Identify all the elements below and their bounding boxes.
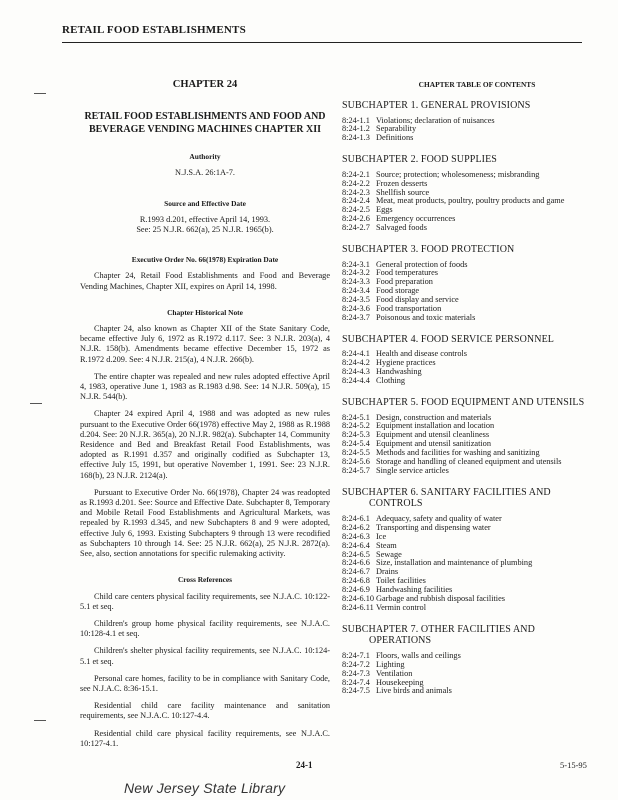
section-title: Frozen desserts [376, 178, 428, 188]
section-title: Garbage and rubbish disposal facilities [376, 594, 506, 604]
subchapter-heading [342, 397, 612, 409]
section-number: 8:24-3.7 [342, 313, 370, 322]
cross-reference: Children's group home physical facility requirements, see N.J.A.C. 10:128-4.1 et seq. [80, 618, 330, 639]
section-title: Storage and handling of cleaned equipment and utensils [376, 457, 562, 467]
running-head: RETAIL FOOD ESTABLISHMENTS [62, 24, 246, 36]
subchapter-heading-continued: OPERATIONS [369, 635, 432, 647]
toc-entry [342, 604, 612, 613]
section-number: 8:24-4.1 [342, 349, 370, 359]
historical-note-paragraph: Chapter 24, also known as Chapter XII of the State Sanitary Code, became effective July 6, 1972 as R.1972 d.117. See: 3 N.J.R. 203(a), 4 N.J.R. 158(b). Amendments became effective December 15, 1972 as R.1972 d.209. See: 4 N.J.R. 215(a), 4 N.J.R. 266(b). [80, 324, 330, 364]
section-title: Sewage [376, 549, 402, 559]
section-title: Vermin control [376, 602, 426, 612]
cross-reference: Residential child care facility maintenance and sanitation requirements, see N.J.A.C. 10:127-4.4. [80, 701, 330, 721]
section-number: 8:24-2.1 [342, 169, 370, 179]
cross-reference: Children's shelter physical facility requirements, see N.J.A.C. 10:124-5.1 et seq. [80, 646, 330, 666]
section-title: Salvaged foods [376, 223, 427, 233]
section-title: Eggs [376, 205, 393, 215]
section-number: 8:24-6.9 [342, 585, 370, 595]
section-title: Separability [376, 124, 417, 134]
section-number: 8:24-4.4 [342, 376, 370, 386]
historical-note-paragraph: Pursuant to Executive Order No. 66(1978), Chapter 24 was readopted as R.1993 d.201. See: Source and Effective Date. Subchapter 8, Temporary and Mobile Retail Food Establishments and Agricultural Markets, was repealed by R.1993 d.345, and new Subchapters 8 and 9 were adopted, effective July 6, 1993. Existing Subchapters 9 through 13 were recodified as Subchapters 10 through 14. See: 25 N.J.R. 662(a), 25 N.J.R. 2872(a). See, also, section annotations for specific rulemaking activity. [80, 487, 330, 559]
section-title: Ventilation [376, 668, 413, 678]
section-number: 8:24-3.4 [342, 286, 370, 296]
subchapter-heading-text: SUBCHAPTER 1. GENERAL PROVISIONS [342, 100, 531, 111]
section-number: 8:24-6.6 [342, 558, 370, 568]
section-number: 8:24-2.7 [342, 223, 370, 233]
section-title: Meat, meat products, poultry, poultry products and game [376, 196, 565, 206]
section-title: Single service articles [376, 465, 449, 475]
section-title: General protection of foods [376, 259, 468, 269]
cross-reference: Personal care homes, facility to be in compliance with Sanitary Code, see N.J.A.C. 8:36-15.1. [80, 673, 330, 693]
cross-reference: Child care centers physical facility requirements, see N.J.A.C. 10:122-5.1 et seq. [80, 591, 330, 611]
section-number: 8:24-5.6 [342, 457, 370, 467]
section-title: Equipment and utensil cleanliness [376, 430, 490, 440]
toc-title: CHAPTER TABLE OF CONTENTS [418, 80, 536, 89]
section-number: 8:24-6.4 [342, 540, 370, 550]
historical-note-paragraph: The entire chapter was repealed and new rules adopted effective April 4, 1983, operative June 1, 1983 as R.1983 d.98. See: 14 N.J.R. 509(a), 15 N.J.R. 544(b). [80, 371, 330, 402]
section-title: Design, construction and materials [376, 412, 492, 422]
authority-heading: Authority [189, 152, 221, 162]
source-line: See: 25 N.J.R. 662(a), 25 N.J.R. 1965(b). [136, 225, 274, 235]
section-number: 8:24-2.3 [342, 187, 370, 197]
subchapter-heading-text: SUBCHAPTER 4. FOOD SERVICE PERSONNEL [342, 333, 554, 345]
subchapter-heading [342, 244, 612, 256]
subchapter-heading-text: SUBCHAPTER 3. FOOD PROTECTION [342, 244, 515, 256]
section-title: Toilet facilities [376, 576, 426, 586]
section-number: 8:24-2.2 [342, 178, 370, 188]
subchapter-heading-text: SUBCHAPTER 7. OTHER FACILITIES AND [342, 623, 535, 635]
section-number: 8:24-1.2 [342, 124, 370, 134]
chapter-subtitle: RETAIL FOOD ESTABLISHMENTS AND FOOD AND BEVERAGE VENDING MACHINES CHAPTER XII [84, 111, 326, 135]
section-title: Hygiene practices [376, 358, 436, 368]
section-title: Health and disease controls [376, 349, 468, 359]
section-number: 8:24-6.2 [342, 522, 370, 532]
section-title: Live birds and animals [376, 686, 452, 696]
section-title: Food storage [376, 286, 420, 296]
section-title: Handwashing [376, 367, 422, 377]
section-number: 8:24-6.7 [342, 567, 370, 577]
cross-reference: Residential child care physical facility requirements, see N.J.A.C. 10:127-4.1. [80, 728, 330, 748]
section-number: 8:24-6.1 [342, 513, 370, 523]
section-title: Methods and facilities for washing and sanitizing [376, 448, 540, 458]
section-title: Equipment installation and location [376, 421, 495, 431]
section-number: 8:24-6.8 [342, 576, 370, 586]
executive-order-heading: Executive Order No. 66(1978) Expiration Date [131, 255, 279, 265]
section-title: Shellfish source [376, 187, 430, 197]
section-number: 8:24-7.4 [342, 677, 370, 687]
page-number: 24-1 [296, 760, 313, 770]
section-number: 8:24-3.1 [342, 259, 370, 269]
section-number: 8:24-5.4 [342, 439, 370, 449]
margin-mark [30, 403, 42, 404]
section-number: 8:24-5.7 [342, 465, 370, 475]
subchapter-heading [342, 154, 612, 166]
left-column [80, 80, 330, 756]
revision-date: 5-15-95 [560, 760, 587, 770]
historical-note-paragraph: Chapter 24 expired April 4, 1988 and was adopted as new rules pursuant to the Executive Order 66(1978) effective May 2, 1988 as R.1988 d.204. See: 20 N.J.R. 365(a), 20 N.J.R. 982(a). Subchapter 14, Community Residence and Bed and Breakfast Retail Food Establishments, was adopted as R.1991 d.357 and originally codified as Subchapter 13, effective July 15, 1991, but operative November 1, 1991. See: 23 N.J.R. 168(b), 23 N.J.R. 2124(a). [80, 409, 330, 480]
section-title: Poisonous and toxic materials [376, 313, 476, 322]
toc-list [342, 100, 612, 696]
table-of-contents [342, 80, 612, 696]
toc-entry [342, 134, 612, 143]
margin-mark [34, 720, 46, 721]
section-title: Violations; declaration of nuisances [376, 115, 495, 125]
section-title: Food transportation [376, 304, 442, 314]
section-number: 8:24-7.1 [342, 650, 370, 660]
source-line: R.1993 d.201, effective April 14, 1993. [139, 214, 271, 224]
section-number: 8:24-5.2 [342, 421, 370, 431]
section-title: Housekeeping [376, 677, 424, 687]
section-title: Source; protection; wholesomeness; misbranding [376, 169, 540, 179]
section-title: Food temperatures [376, 268, 438, 278]
subchapter-heading [342, 624, 612, 647]
section-number: 8:24-5.5 [342, 448, 370, 458]
section-number: 8:24-2.4 [342, 196, 370, 206]
authority-text: N.J.S.A. 26:1A-7. [175, 168, 235, 178]
section-number: 8:24-6.5 [342, 549, 370, 559]
executive-order-text: Chapter 24, Retail Food Establishments and Food and Beverage Vending Machines, Chapter XII, expires on April 14, 1998. [80, 271, 330, 291]
subchapter-heading [342, 487, 612, 510]
subchapter-heading-text: SUBCHAPTER 5. FOOD EQUIPMENT AND UTENSILS [342, 397, 585, 409]
section-title: Steam [376, 540, 397, 550]
section-number: 8:24-3.2 [342, 268, 370, 278]
toc-entry [342, 467, 612, 476]
section-number: 8:24-2.5 [342, 205, 370, 215]
section-title: Equipment and utensil sanitization [376, 439, 491, 449]
chapter-title: CHAPTER 24 [172, 79, 238, 90]
section-number: 8:24-1.1 [342, 115, 370, 125]
section-title: Handwashing facilities [376, 585, 453, 595]
section-number: 8:24-4.3 [342, 367, 370, 377]
section-title: Transporting and dispensing water [376, 522, 491, 532]
section-number: 8:24-3.5 [342, 295, 370, 305]
section-number: 8:24-4.2 [342, 358, 370, 368]
subchapter-heading [342, 100, 612, 112]
toc-entry [342, 377, 612, 386]
toc-entry [342, 224, 612, 233]
section-number: 8:24-3.6 [342, 304, 370, 314]
section-number: 8:24-2.6 [342, 214, 370, 224]
section-title: Emergency occurrences [376, 214, 456, 224]
section-title: Food display and service [376, 295, 459, 305]
section-title: Food preparation [376, 277, 433, 287]
section-title: Floors, walls and ceilings [376, 650, 461, 660]
section-number: 8:24-1.3 [342, 133, 370, 143]
section-number: 8:24-5.3 [342, 430, 370, 440]
historical-note-heading: Chapter Historical Note [167, 307, 243, 317]
toc-entry [342, 314, 612, 323]
section-number: 8:24-7.5 [342, 686, 370, 696]
section-number: 8:24-6.10 [342, 594, 375, 604]
section-number: 8:24-3.3 [342, 277, 370, 287]
library-stamp: New Jersey State Library [124, 780, 286, 796]
section-title: Ice [376, 531, 387, 541]
cross-references-heading: Cross References [177, 575, 233, 585]
section-title: Drains [376, 567, 399, 577]
section-title: Size, installation and maintenance of plumbing [376, 558, 533, 568]
toc-entry [342, 687, 612, 696]
subchapter-heading-continued: CONTROLS [369, 498, 423, 510]
section-title: Clothing [376, 376, 406, 386]
subchapter-heading-text: SUBCHAPTER 6. SANITARY FACILITIES AND [342, 486, 551, 498]
section-number: 8:24-5.1 [342, 412, 370, 422]
section-number: 8:24-7.2 [342, 659, 370, 669]
section-title: Definitions [376, 133, 414, 143]
margin-mark [34, 93, 46, 94]
section-number: 8:24-6.3 [342, 531, 370, 541]
section-title: Lighting [376, 659, 405, 669]
subchapter-heading [342, 334, 612, 346]
section-title: Adequacy, safety and quality of water [376, 513, 502, 523]
subchapter-heading-text: SUBCHAPTER 2. FOOD SUPPLIES [342, 154, 497, 166]
section-number: 8:24-7.3 [342, 668, 370, 678]
section-number: 8:24-6.11 [342, 602, 374, 612]
header-rule [62, 42, 582, 43]
source-heading: Source and Effective Date [164, 198, 246, 208]
